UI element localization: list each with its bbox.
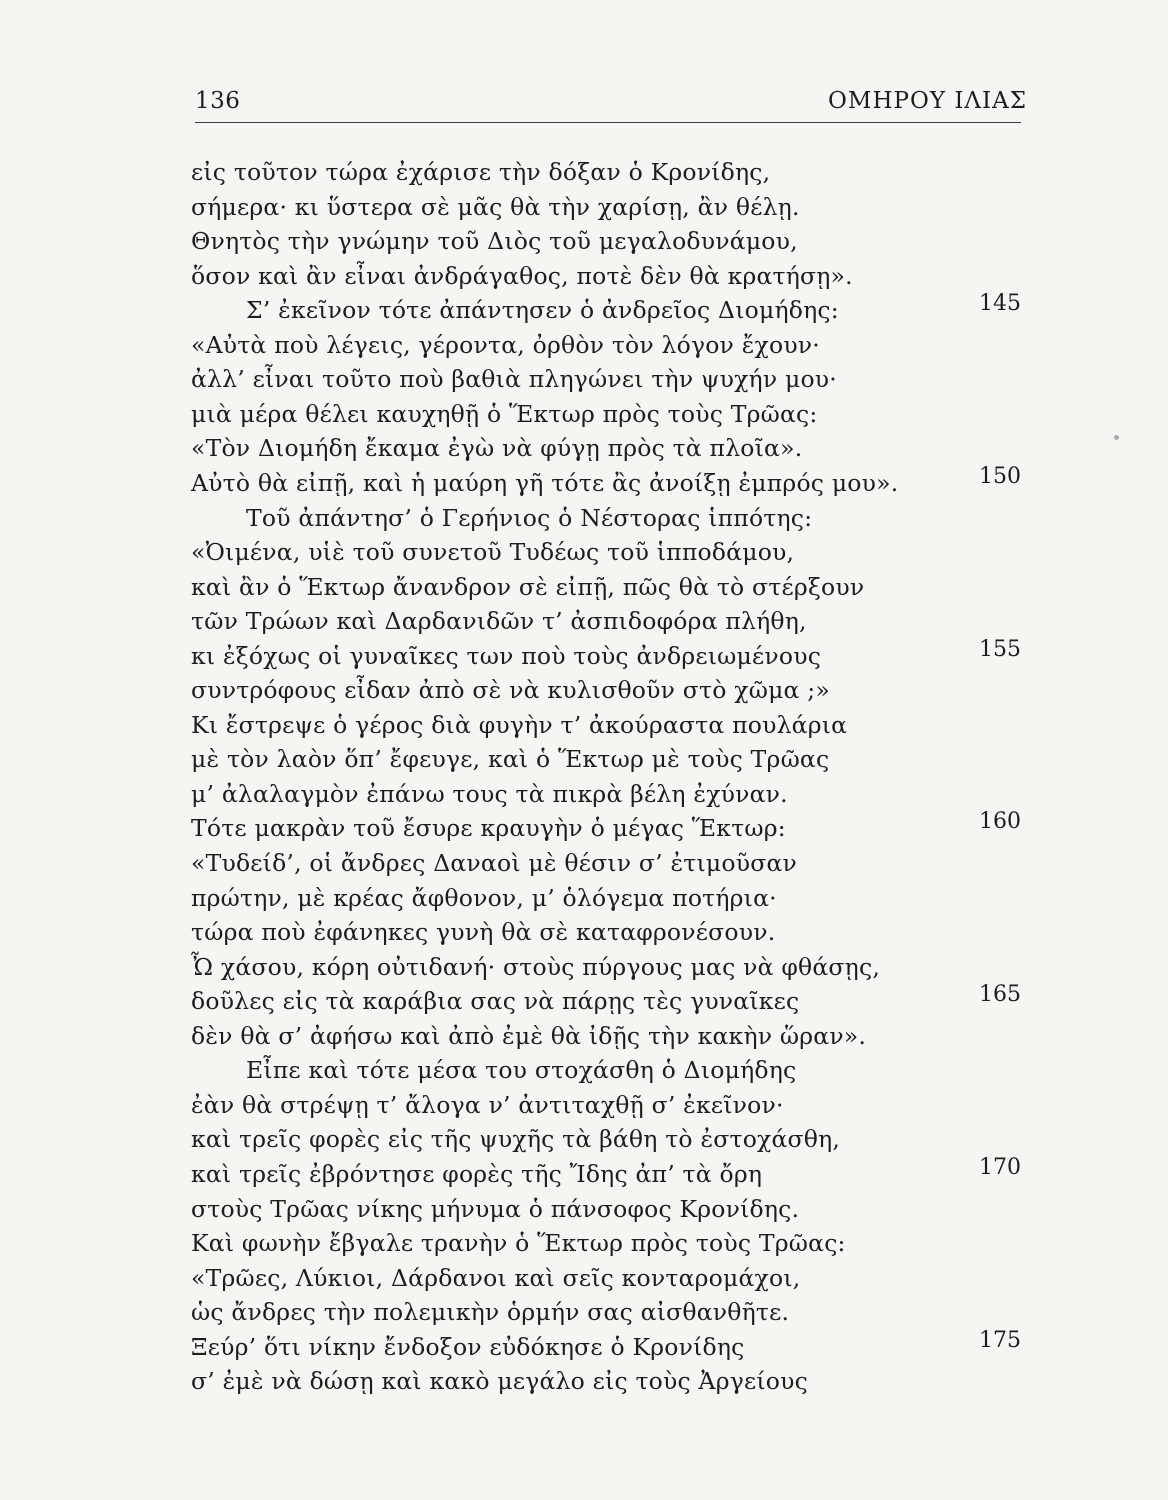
verse-text: Τοῦ ἀπάντησ’ ὁ Γερήνιος ὁ Νέστορας ἱππότης: — [246, 503, 813, 532]
verse-line — [0, 364, 1168, 398]
line-number: 160 — [979, 809, 1021, 835]
verse-line — [0, 1327, 1168, 1366]
verse-line — [0, 1194, 1168, 1228]
verse-text: δὲν θὰ σ’ ἀφήσω καὶ ἀπὸ ἐμὲ θὰ ἰδῇς τὴν κακὴν ὥραν». — [191, 1021, 867, 1050]
verse-line — [0, 1055, 1168, 1089]
line-number: 155 — [979, 636, 1021, 662]
verse-line — [0, 675, 1168, 709]
verse-line — [0, 883, 1168, 917]
verse-line — [0, 710, 1168, 744]
verse-text: Τότε μακρὰν τοῦ ἔσυρε κραυγὴν ὁ μέγας Ἕκτωρ: — [191, 814, 786, 843]
verse-line — [0, 917, 1168, 951]
verse-text: μιὰ μέρα θέλει καυχηθῇ ὁ Ἕκτωρ πρὸς τοὺς Τρῶας: — [191, 399, 818, 428]
verse-text: καὶ τρεῖς ἐβρόντησε φορὲς τῆς Ἴδης ἀπ’ τὰ ὄρη — [191, 1159, 763, 1188]
verse-text: σήμερα· κι ὕστερα σὲ μᾶς θὰ τὴν χαρίσῃ, ἂν θέλῃ. — [191, 192, 800, 221]
page-number: 136 — [195, 88, 241, 114]
verse-text: κι ἐξόχως οἱ γυναῖκες των ποὺ τοὺς ἀνδρειωμένους — [191, 641, 822, 670]
line-number: 165 — [979, 982, 1021, 1008]
verse-line — [0, 192, 1168, 226]
verse-line — [0, 572, 1168, 606]
verse-text: σ’ ἐμὲ νὰ δώσῃ καὶ κακὸ μεγάλο εἰς τοὺς Ἀργείους — [191, 1367, 808, 1396]
line-number: 175 — [979, 1327, 1021, 1353]
line-number: 145 — [979, 291, 1021, 317]
verse-line — [0, 463, 1168, 502]
verse-line — [0, 1228, 1168, 1262]
page-header — [195, 88, 1027, 122]
verse-line — [0, 636, 1168, 675]
verse-text: «Τὸν Διομήδη ἔκαμα ἐγὼ νὰ φύγῃ πρὸς τὰ πλοῖα». — [191, 434, 803, 463]
verse-text: τῶν Τρώων καὶ Δαρδανιδῶν τ’ ἀσπιδοφόρα πλήθη, — [191, 607, 807, 636]
verse-text: Ὦ χάσου, κόρη οὐτιδανή· στοὺς πύργους μας νὰ φθάσῃς, — [191, 952, 880, 981]
verse-line — [0, 537, 1168, 571]
verse-text: Θνητὸς τὴν γνώμην τοῦ Διὸς τοῦ μεγαλοδυνάμου, — [191, 227, 798, 256]
verse-text: Σ’ ἐκεῖνον τότε ἀπάντησεν ὁ ἀνδρεῖος Διομήδης: — [246, 296, 839, 325]
verse-line — [0, 157, 1168, 191]
verse-line — [0, 291, 1168, 329]
verse-text: «Ὀιμένα, υἱὲ τοῦ συνετοῦ Τυδέως τοῦ ἱπποδάμου, — [191, 538, 795, 567]
verse-text: «Τυδείδ’, οἱ ἄνδρες Δαναοὶ μὲ θέσιν σ’ ἐτιμοῦσαν — [191, 849, 798, 877]
verse-line — [0, 330, 1168, 364]
verse-text: συντρόφους εἶδαν ἀπὸ σὲ νὰ κυλισθοῦν στὸ χῶμα ;» — [191, 676, 830, 705]
verse-text: τώρα ποὺ ἐφάνηκες γυνὴ θὰ σὲ καταφρονέσουν. — [191, 918, 776, 947]
verse-text: μ’ ἀλαλαγμὸν ἐπάνω τους τὰ πικρὰ βέλη ἐχύναν. — [191, 779, 788, 808]
verse-text: Αὐτὸ θὰ εἰπῇ, καὶ ἡ μαύρη γῆ τότε ἂς ἀνοίξῃ ἐμπρός μου». — [191, 468, 899, 497]
verse-text: καὶ τρεῖς φορὲς εἰς τῆς ψυχῆς τὰ βάθη τὸ ἐστοχάσθη, — [191, 1125, 841, 1154]
verse-line — [0, 399, 1168, 433]
verse-text: μὲ τὸν λαὸν ὅπ’ ἔφευγε, καὶ ὁ Ἕκτωρ μὲ τοὺς Τρῶας — [191, 745, 830, 774]
verse-text: ἐὰν θὰ στρέψῃ τ’ ἄλογα ν’ ἀντιταχθῇ σ’ ἐκεῖνον· — [191, 1090, 784, 1119]
verse-text: Ξεύρ’ ὅτι νίκην ἔνδοξον εὐδόκησε ὁ Κρονίδης — [191, 1332, 745, 1361]
verse-text: ὅσον καὶ ἂν εἶναι ἀνδράγαθος, ποτὲ δὲν θὰ κρατήσῃ». — [191, 261, 853, 290]
verse-line — [0, 744, 1168, 778]
verse-text: καὶ ἂν ὁ Ἕκτωρ ἄνανδρον σὲ εἰπῇ, πῶς θὰ τὸ στέρξουν — [191, 572, 865, 601]
verse-text: ἀλλ’ εἶναι τοῦτο ποὺ βαθιὰ πληγώνει τὴν ψυχήν μου· — [191, 365, 837, 394]
verse-text: «Αὐτὰ ποὺ λέγεις, γέροντα, ὀρθὸν τὸν λόγον ἔχουν· — [191, 330, 820, 359]
verse-text: Καὶ φωνὴν ἔβγαλε τρανὴν ὁ Ἕκτωρ πρὸς τοὺς Τρῶας: — [191, 1229, 846, 1258]
verse-text: Εἶπε καὶ τότε μέσα του στοχάσθη ὁ Διομήδης — [246, 1056, 797, 1085]
margin-speck — [1114, 435, 1119, 440]
verse-line — [0, 1263, 1168, 1297]
verse-line — [0, 982, 1168, 1020]
verse-line — [0, 1021, 1168, 1055]
line-number: 170 — [979, 1154, 1021, 1180]
verse-text: «Τρῶες, Λύκιοι, Δάρδανοι καὶ σεῖς κονταρομάχοι, — [191, 1263, 801, 1292]
verse-text: ὡς ἄνδρες τὴν πολεμικὴν ὁρμήν σας αἰσθανθῆτε. — [191, 1298, 790, 1327]
verse-text: δοῦλες εἰς τὰ καράβια σας νὰ πάρῃς τὲς γυναῖκες — [191, 987, 800, 1016]
verse-line — [0, 1366, 1168, 1400]
verse-line — [0, 848, 1168, 882]
line-number: 150 — [979, 463, 1021, 489]
verse-line — [0, 226, 1168, 260]
header-rule — [195, 122, 1021, 123]
verse-text: Κι ἔστρεψε ὁ γέρος διὰ φυγὴν τ’ ἀκούραστα πουλάρια — [191, 710, 848, 739]
verse-line — [0, 503, 1168, 537]
verse-text: στοὺς Τρῶας νίκης μήνυμα ὁ πάνσοφος Κρονίδης. — [191, 1194, 800, 1223]
verse-text: εἰς τοῦτον τώρα ἐχάρισε τὴν δόξαν ὁ Κρονίδης, — [191, 158, 771, 186]
verse-line — [0, 809, 1168, 847]
verse-line — [0, 1154, 1168, 1193]
verse-text: πρώτην, μὲ κρέας ἄφθονον, μ’ ὁλόγεμα ποτήρια· — [191, 883, 777, 912]
running-title: ΟΜΗΡΟΥ ΙΛΙΑΣ — [828, 88, 1027, 114]
verse-line — [0, 1090, 1168, 1124]
